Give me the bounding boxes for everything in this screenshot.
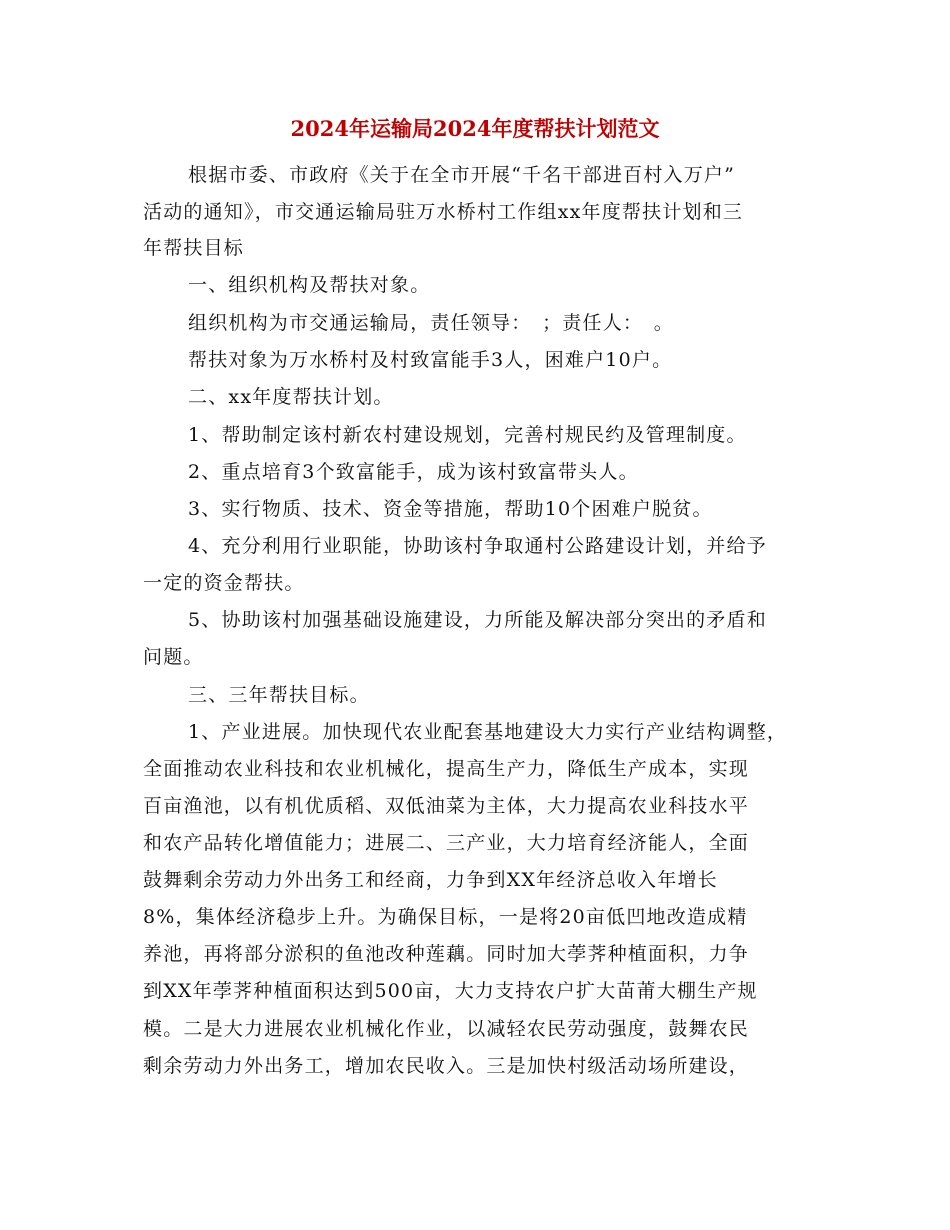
paragraph-line: 养池，再将部分淤积的鱼池改种莲藕。同时加大荸荠种植面积，力争 [143,943,750,965]
paragraph-line: 模。二是大力进展农业机械化作业，以减轻农民劳动强度，鼓舞农民 [143,1018,750,1040]
paragraph-line: 全面推动农业科技和农业机械化，提高生产力，降低生产成本，实现 [143,758,750,780]
list-item: 1、产业进展。加快现代农业配套基地建设大力实行产业结构调整， [188,721,788,743]
paragraph-line: 百亩渔池，以有机优质稻、双低油菜为主体，大力提高农业科技水平 [143,795,750,817]
list-item-continuation: 一定的资金帮扶。 [143,572,305,594]
section-heading: 二、xx年度帮扶计划。 [188,386,394,408]
document-title: 2024年运输局2024年度帮扶计划范文 [290,116,660,141]
list-item: 3、实行物质、技术、资金等措施，帮助10个困难户脱贫。 [188,498,713,520]
paragraph-line: 鼓舞剩余劳动力外出务工和经商，力争到XX年经济总收入年增长 [143,869,718,891]
paragraph-line: 剩余劳动力外出务工，增加农民收入。三是加快村级活动场所建设， [143,1055,750,1077]
list-item-continuation: 问题。 [143,646,204,668]
section-heading: 一、组织机构及帮扶对象。 [188,274,431,296]
list-item: 1、帮助制定该村新农村建设规划，完善村规民约及管理制度。 [188,424,747,446]
list-item: 4、充分利用行业职能，协助该村争取通村公路建设计划，并给予 [188,535,767,557]
list-item: 5、协助该村加强基础设施建设，力所能及解决部分突出的矛盾和 [188,609,767,631]
paragraph-line: 根据市委、市政府《关于在全市开展“千名干部进百村入万户” [188,164,736,186]
paragraph-line: 到XX年荸荠种植面积达到500亩，大力支持农户扩大苗莆大棚生产规 [143,980,758,1002]
paragraph-line: 8%，集体经济稳步上升。为确保目标，一是将20亩低凹地改造成精 [143,906,748,928]
list-item: 2、重点培育3个致富能手，成为该村致富带头人。 [188,461,639,483]
paragraph-line: 活动的通知》，市交通运输局驻万水桥村工作组xx年度帮扶计划和三 [143,201,744,223]
paragraph-line: 组织机构为市交通运输局，责任领导： ；责任人： 。 [188,312,675,334]
paragraph-line: 帮扶对象为万水桥村及村致富能手3人，困难户10户。 [188,349,673,371]
paragraph-line: 和农产品转化增值能力；进展二、三产业，大力培育经济能人，全面 [143,832,750,854]
section-heading: 三、三年帮扶目标。 [188,684,370,706]
paragraph-line: 年帮扶目标 [143,237,245,259]
